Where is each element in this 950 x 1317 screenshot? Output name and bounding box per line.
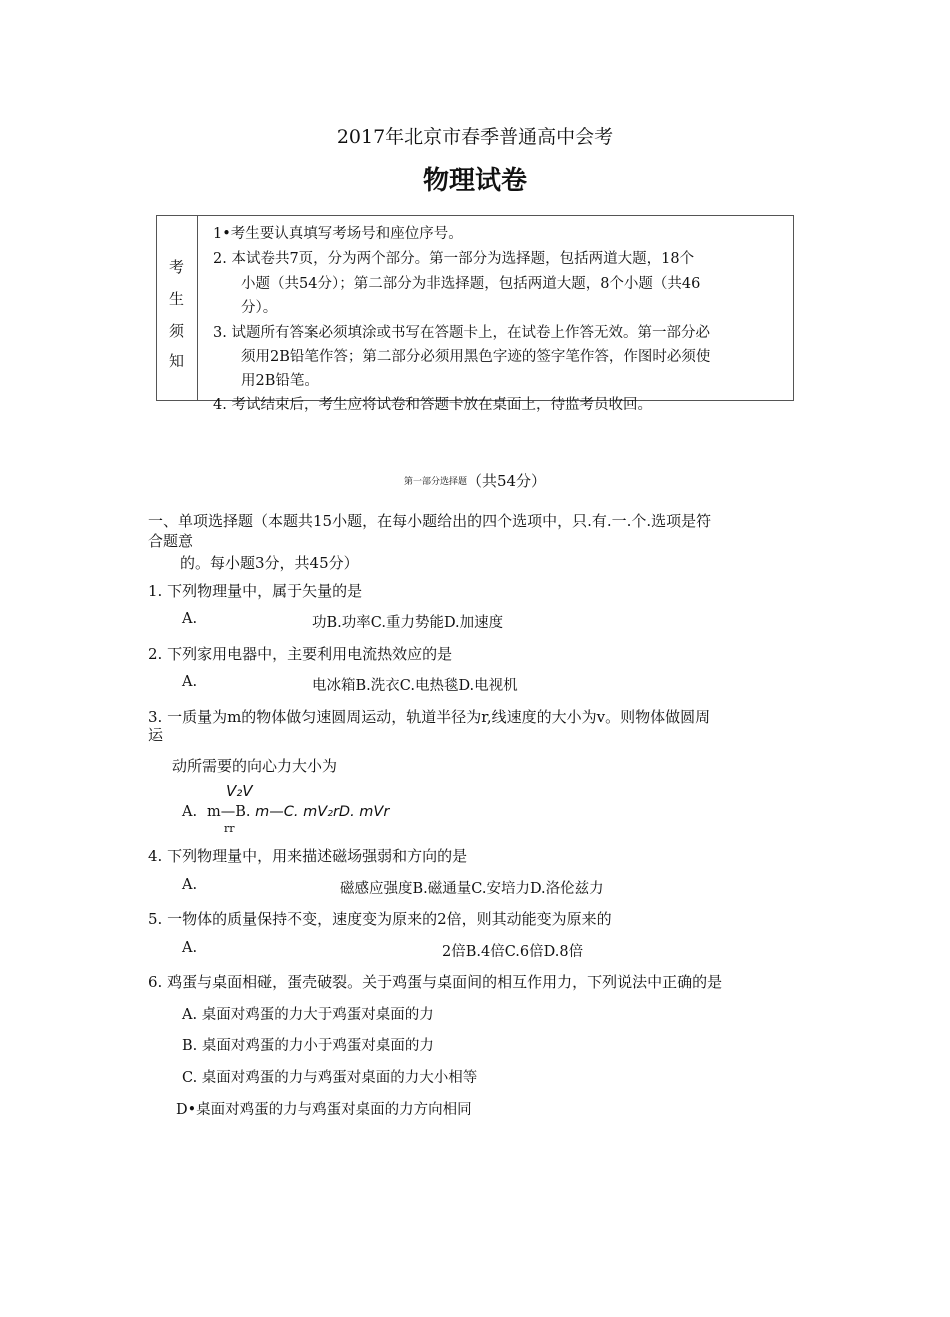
candidate-notice-box [156,215,794,413]
options-text: 功B.功率C.重力势能D.加速度 [312,615,504,631]
formula-numerator: V₂V [226,782,253,800]
section-score: （共54分） [466,472,547,490]
notice-line: 须用2B铅笔作答；第二部分必须用黑色字迹的签字笔作答，作图时必须使 [241,349,711,365]
question-stem: 5. 一物体的质量保持不变，速度变为原来的2倍，则其动能变为原来的 [148,910,612,928]
option-text: B. 桌面对鸡蛋的力小于鸡蛋对桌面的力 [182,1038,434,1054]
question-stem: 6. 鸡蛋与桌面相碰，蛋壳破裂。关于鸡蛋与桌面间的相互作用力，下列说法中正确的是 [148,973,723,991]
option-text: A. 桌面对鸡蛋的力大于鸡蛋对桌面的力 [182,1007,434,1023]
notice-line: 小题（共54分）；第二部分为非选择题，包括两道大题，8个小题（共46 [241,276,701,292]
option-label: A. [182,804,198,820]
notice-label-char: 知 [169,352,185,370]
option-label: A. [182,940,198,956]
option-label: A. [182,674,198,690]
options-text: 电冰箱B.洗衣C.电热毯D.电视机 [312,678,518,694]
question-stem: 运 [148,726,164,744]
formula-part: mVr [359,804,390,820]
formula-options [207,804,389,820]
question-stem: 4. 下列物理量中，用来描述磁场强弱和方向的是 [148,847,468,865]
notice-label-char: 须 [169,322,185,340]
notice-line: 1•考生要认真填写考场号和座位序号。 [213,226,463,242]
option-text: D•桌面对鸡蛋的力与鸡蛋对桌面的力方向相同 [176,1102,472,1118]
section-heading [0,470,950,491]
exam-title: 2017年北京市春季普通高中会考 [336,126,614,148]
notice-label-char: 生 [169,290,185,308]
subject-title: 物理试卷 [422,166,527,196]
option-label: A. [182,877,198,893]
formula-denominator: rr [224,822,235,835]
part-intro-line: 合题意 [148,532,194,550]
notice-label-char: 考 [169,258,185,276]
options-text: 磁感应强度B.磁通量C.安培力D.洛伦兹力 [340,881,604,897]
part-intro-line: 一、单项选择题（本题共15小题，在每小题给出的四个选项中，只.有.一.个.选项是符 [148,512,712,530]
option-text: C. 桌面对鸡蛋的力与鸡蛋对桌面的力大小相等 [182,1070,478,1086]
question-stem: 2. 下列家用电器中，主要利用电流热效应的是 [148,645,453,663]
options-text: 2倍B.4倍C.6倍D.8倍 [442,944,584,960]
notice-line: 3. 试题所有答案必须填涂或书写在答题卡上，在试卷上作答无效。第一部分必 [213,325,710,341]
formula-part: m—C. [255,804,304,820]
question-stem: 1. 下列物理量中，属于矢量的是 [148,582,363,600]
part-intro-line: 的。每小题3分，共45分） [180,554,359,572]
notice-line: 2. 本试卷共7页，分为两个部分。第一部分为选择题，包括两道大题，18个 [213,251,695,267]
notice-line: 4. 考试结束后，考生应将试卷和答题卡放在桌面上，待监考员收回。 [213,397,652,413]
option-label: A. [182,611,198,627]
question-stem: 3. 一质量为m的物体做匀速圆周运动，轨道半径为r,线速度的大小为v。则物体做圆周 [148,708,711,726]
formula-part: mV₂rD. [303,804,360,820]
formula-part: m—B. [207,804,256,820]
notice-line: 分）。 [241,300,278,316]
question-stem: 动所需要的向心力大小为 [172,757,338,775]
notice-line: 用2B铅笔。 [241,373,319,389]
section-label: 第一部分选择题 [403,477,467,487]
notice-label-column [157,216,198,400]
